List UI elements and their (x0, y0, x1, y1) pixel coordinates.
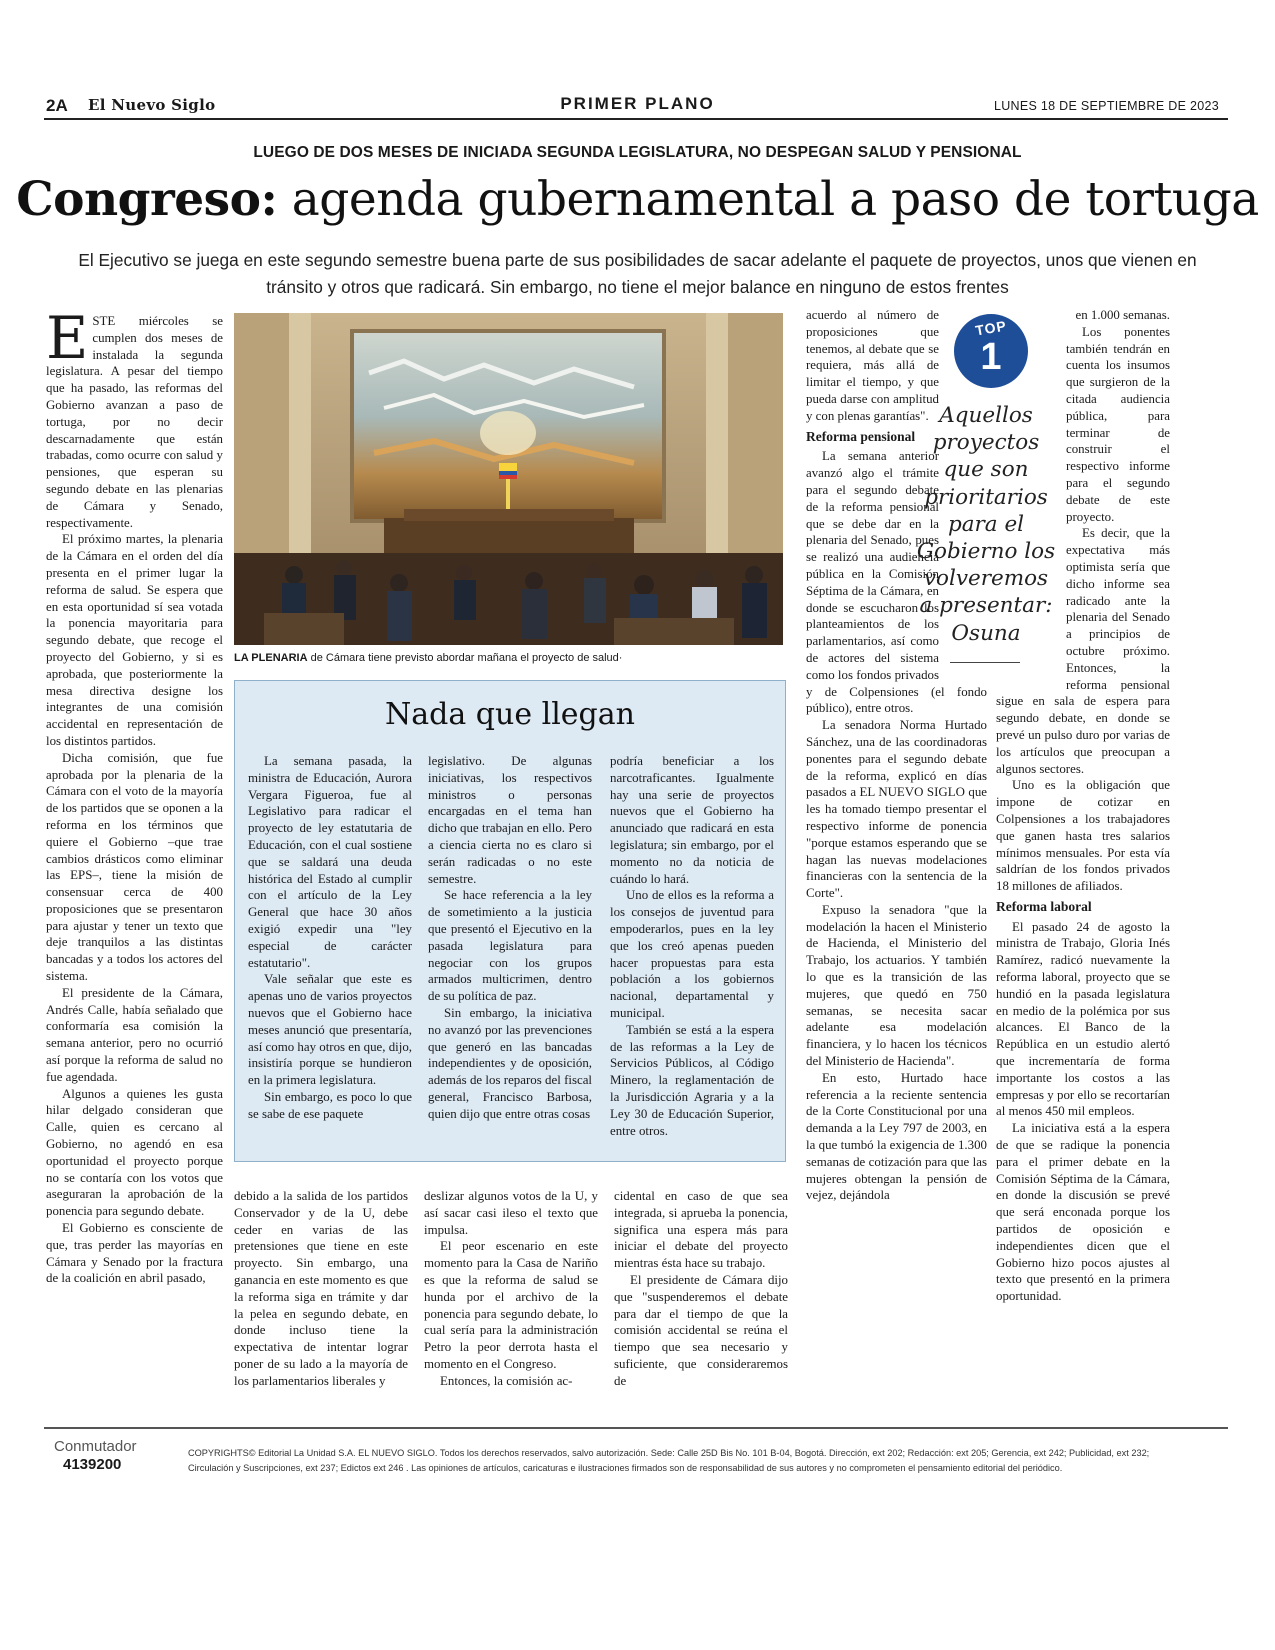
paragraph: La semana anterior avanzó algo el trámite para el segundo debate de la reforma pensional que se debe dar en la plenaria del Senado, pues se realizó una audiencia pública en la Comisión Séptima de la Cámara, en donde se escucharon los planteamientos de los parlamentarios, así como de actores del sistema como los fondos privados y de Colpensiones (el fondo público), entre otros. (806, 449, 987, 716)
article-column-1 (46, 313, 223, 1421)
paragraph: Uno de ellos es la reforma a los consejos de juventud para empoderarlos, pues en la ley que los creó apenas pueden hacer propuestas para esta población a los gobiernos nacional, departamental y municipal. (610, 888, 774, 1020)
section-title: PRIMER PLANO (560, 94, 715, 113)
plenary-photo (234, 313, 783, 645)
paragraph (46, 313, 223, 531)
pull-quote-rule (950, 662, 1020, 663)
plenary-illustration (234, 313, 783, 645)
paragraph: La semana pasada, la ministra de Educación, Aurora Vergara Figueroa, fue al Legislativo para radicar el proyecto de ley estatutaria de Educación, con el cual sostiene que se saldará una deuda histórica del Estado al cumplir con el artículo de la Ley General que hace 30 años exigió expedir una "ley especial de carácter estatutario". (248, 754, 412, 970)
switchboard-number: 4139200 (63, 1456, 122, 1473)
masthead: El Nuevo Siglo (88, 96, 216, 114)
paragraph: en 1.000 semanas. (1075, 308, 1170, 322)
page-number: 2A (46, 96, 68, 115)
subhead-pensional: Reforma pensional (806, 428, 916, 444)
sidebar-column-3 (610, 753, 774, 1153)
paragraph: El pasado 24 de agosto la ministra de Trabajo, Gloria Inés Ramírez, radicó nuevamente la reforma laboral, proyecto que se hundió en la pasada legislatura en medio de la polémica por sus alcances. El Banco de la República en un estudio alertó que incrementaría de forma importante los costos a las empresas y por ello se recortarían al menos 450 mil empleos. (996, 919, 1170, 1119)
paragraph: El presidente de Cámara dijo que "suspenderemos el debate para dar el tiempo de que la comisión accidental se reúna el tiempo que sea necesario y suficiente, que consideraremos de (614, 1272, 788, 1388)
paragraph: debido a la salida de los partidos Conservador y de la U, debe ceder en varias de las pretensiones que tiene en este proyecto. Sin embargo, una ganancia en este momento es que la reforma siga en trámite y dar la pelea en segundo debate, en donde incluso tiene la expectativa de intentar lograr poner de su lado a la mayoría de los parlamentarios liberales y (234, 1189, 408, 1388)
paragraph: El Gobierno es consciente de que, tras perder las mayorías en Cámara y Senado por la fractura de la coalición en abril pasado, (46, 1221, 223, 1286)
paragraph: También se está a la espera de las reformas a la Ley de Servicios Públicos, al Código Minero, la reglamentación de la Jurisdicción Agraria y a la Ley 30 de Educación Superior, entre otros. (610, 1022, 774, 1138)
sidebar-title: Nada que llegan (385, 697, 635, 732)
dropcap: E (46, 313, 89, 372)
paragraph: La senadora Norma Hurtado Sánchez, una de las coordinadoras ponentes para el segundo debate de la reforma, explicó en días pasados a EL NUEVO SIGLO que les ha tomado tiempo presentar el respectivo informe de ponencia "porque estamos esperando que se hagan las nuevas modelaciones financieras con la sentencia de la Corte". (806, 718, 987, 901)
switchboard-label: Conmutador (54, 1438, 137, 1455)
paragraph: La iniciativa está a la espera de que se radique la ponencia para el primer debate en la Comisión Séptima de la Cámara, en donde la discusión se prevé que será enconada porque los partidos de oposición e independientes dicen que el Gobierno hizo pocos ajustes al texto que presentó en la primera oportunidad. (996, 1121, 1170, 1304)
headline (0, 172, 1275, 227)
paragraph: Algunos a quienes les gusta hilar delgado consideran que Calle, quien es cercano al Gobierno, no agendó en esa oportunidad el proyecto porque no se contaría con los votos que aseguraran la aprobación de la ponencia para segundo debate. (46, 1086, 223, 1219)
badge-top-label: TOP (974, 317, 1008, 339)
paragraph: podría beneficiar a los narcotraficantes. Igualmente hay una serie de proyectos nuevos que el Gobierno ha anunciado que radicará en esta legislatura; sin embargo, por el momento no da noticia de cuándo lo hará. (610, 754, 774, 886)
paragraph: Uno es la obligación que impone de cotizar en Colpensiones a los trabajadores que ganen hasta tres salarios mínimos mensuales. Por esta vía saldrían de los fondos privados 18 millones de afiliados. (996, 778, 1170, 894)
paragraph: Es decir, que la expectativa más optimista sería que dicho informe sea radicado ante la plenaria del Senado a principios de octubre próximo. Entonces, la reforma pensional sigue en sala de espera para segundo debate, en donde se prevé un pulso duro por varias de los artículos que preocupan a algunos sectores. (996, 526, 1170, 776)
paragraph: El presidente de la Cámara, Andrés Calle, había señalado que conformaría esa comisión la semana anterior, pero no ocurrió así porque la reforma de salud no fue agendada. (46, 985, 223, 1084)
caption-lead: LA PLENARIA (234, 652, 308, 664)
subhead-laboral: Reforma laboral (996, 898, 1092, 914)
headline-lead: Congreso: (16, 172, 278, 227)
paragraph-text: STE miércoles se cumplen dos meses de instalada la segunda legislatura. A pesar del tiempo que ha pasado, las reformas del Gobierno avanzan a paso de tortuga, por no decir descarnadamente que están trabadas, como ocurre con salud y pensiones, que esperan su segundo debate en las plenarias de Cámara y Senado, respectivamente. (46, 314, 223, 530)
paragraph: Sin embargo, la iniciativa no avanzó por las prevenciones que generó en las bancadas independientes y de oposición, además de los reparos del fiscal general, Francisco Barbosa, quien dijo que entre otras cosas (428, 1005, 592, 1121)
paragraph: Se hace referencia a la ley de sometimiento a la justicia que presentó el Ejecutivo en la pasada legislatura para negociar con los grupos armados multicrimen, dentro de su política de paz. (428, 888, 592, 1004)
copyright-line-1: COPYRIGHTS© Editorial La Unidad S.A. EL NUEVO SIGLO. Todos los derechos reservados, salvo autorización. Sede: Calle 25D Bis No. 101 B-04, Bogotá. Dirección, ext 202; Redacción: ext 205; Gerencia, ext 242; Publicidad, ext 232; (188, 1448, 1150, 1458)
badge-number: 1 (980, 336, 1002, 378)
paragraph: Dicha comisión, que fue aprobada por la plenaria de la Cámara con el voto de la mayoría de los partidos que se oponen a la reforma en los términos que quiere el Gobierno –que trae cambios drásticos como eliminar las EPS–, tiene la misión de consensuar cerca de 400 proposiciones que se presentaron para ajustar y tener un texto que deje tranquilos a las distintas bancadas y a todos los actores del sistema. (46, 750, 223, 984)
paragraph: Expuso la senadora "que la modelación la hacen el Ministerio de Hacienda, el Ministerio del Trabajo, los actuarios. Y también lo que es la transición de las mujeres, que quedó en 750 semanas, se necesita sacar adelante esa modelación financiera, y lo hacen los técnicos del Ministerio de Hacienda". (806, 902, 987, 1069)
paragraph: Vale señalar que este es apenas uno de varios proyectos nuevos que el Gobierno hace meses anunció que presentaría, así como hay otros en que, dijo, insistiría porque se hundieron en la primera legislatura. (248, 972, 412, 1088)
photo-caption (234, 652, 783, 664)
headline-rest: agenda gubernamental a paso de tortuga (277, 172, 1259, 227)
article-column-4 (614, 1188, 788, 1420)
paragraph: El peor escenario en este momento para la Casa de Nariño es que la reforma de salud se hunda por el archivo de la ponencia para segundo debate, lo cual sería para la administración Petro la peor derrota hasta el momento en el Congreso. (424, 1239, 598, 1371)
paragraph: acuerdo al número de proposiciones que tenemos, al debate que se requiera, más allá de limitar el tiempo, y que pueda darse con amplitud y con plenas garantías". (806, 308, 939, 423)
copyright-notice (188, 1446, 1228, 1476)
paragraph: deslizar algunos votos de la U, y así sacar casi ileso el texto que impulsa. (424, 1189, 598, 1237)
paragraph: Los ponentes también tendrán en cuenta los insumos que surgieron de la citada audiencia pública, para terminar de construir el respectivo informe para el segundo debate de este proyecto. (1066, 324, 1170, 524)
caption-text: de Cámara tiene previsto abordar mañana el proyecto de salud· (307, 652, 623, 664)
paragraph: En esto, Hurtado hace referencia a la reciente sentencia de la Corte Constitucional por una demanda a la Ley 797 de 2003, en la que tumbó la exigencia de 1.300 semanas de cotización para que las mujeres obtengan la pensión de vejez, dejándola (806, 1070, 987, 1203)
header-rule (44, 118, 1228, 120)
paragraph: legislativo. De algunas iniciativas, los respectivos ministros o personas encargadas en el tema han dicho que trabajan en ello. Pero a ciencia cierta no es claro si serán radicadas o no este semestre. (428, 754, 592, 886)
issue-date: LUNES 18 DE SEPTIEMBRE DE 2023 (993, 99, 1219, 113)
paragraph: Sin embargo, es poco lo que se sabe de ese paquete (248, 1089, 412, 1121)
footer-rule (44, 1427, 1228, 1429)
deck: El Ejecutivo se juega en este segundo semestre buena parte de sus posibilidades de sacar adelante el paquete de proyectos, unos que vienen en tránsito y otros que radicará. Sin embargo, no tiene el mejor balance en ninguno de estos frentes (78, 250, 1197, 297)
paragraph: cidental en caso de que sea integrada, si aprueba la ponencia, significa una espera más para iniciar el debate del proyecto mientras ésta hace su trabajo. (614, 1189, 788, 1271)
top-1-badge (954, 314, 1028, 388)
copyright-line-2: Circulación y Suscripciones, ext 237; Edictos ext 246 . Las opiniones de artículos, caricaturas e ilustraciones firmados son de responsabilidad de sus autores y no comprometen el pensamiento editorial del periódico. (188, 1463, 1063, 1473)
article-column-3 (424, 1188, 598, 1420)
paragraph: Entonces, la comisión ac- (440, 1373, 573, 1388)
kicker: LUEGO DE DOS MESES DE INICIADA SEGUNDA LEGISLATURA, NO DESPEGAN SALUD Y PENSIONAL (253, 144, 1022, 161)
sidebar-column-1 (248, 753, 412, 1153)
sidebar-column-2 (428, 753, 592, 1153)
paragraph: El próximo martes, la plenaria de la Cámara en el orden del día presenta en el primer lugar la reforma de salud. Se espera que en esta oportunidad sí sea votada la ponencia mayoritaria para segundo debate, que recoge el proyecto del Gobierno, y si es aprobada, que posteriormente la mesa directiva designe los integrantes de una comisión accidental en representación de los distintos partidos. (46, 532, 223, 748)
pull-quote: Aquellos proyectos que son prioritarios para el Gobierno los volveremos a presentar: Osuna (916, 403, 1056, 646)
article-column-2 (234, 1188, 408, 1420)
